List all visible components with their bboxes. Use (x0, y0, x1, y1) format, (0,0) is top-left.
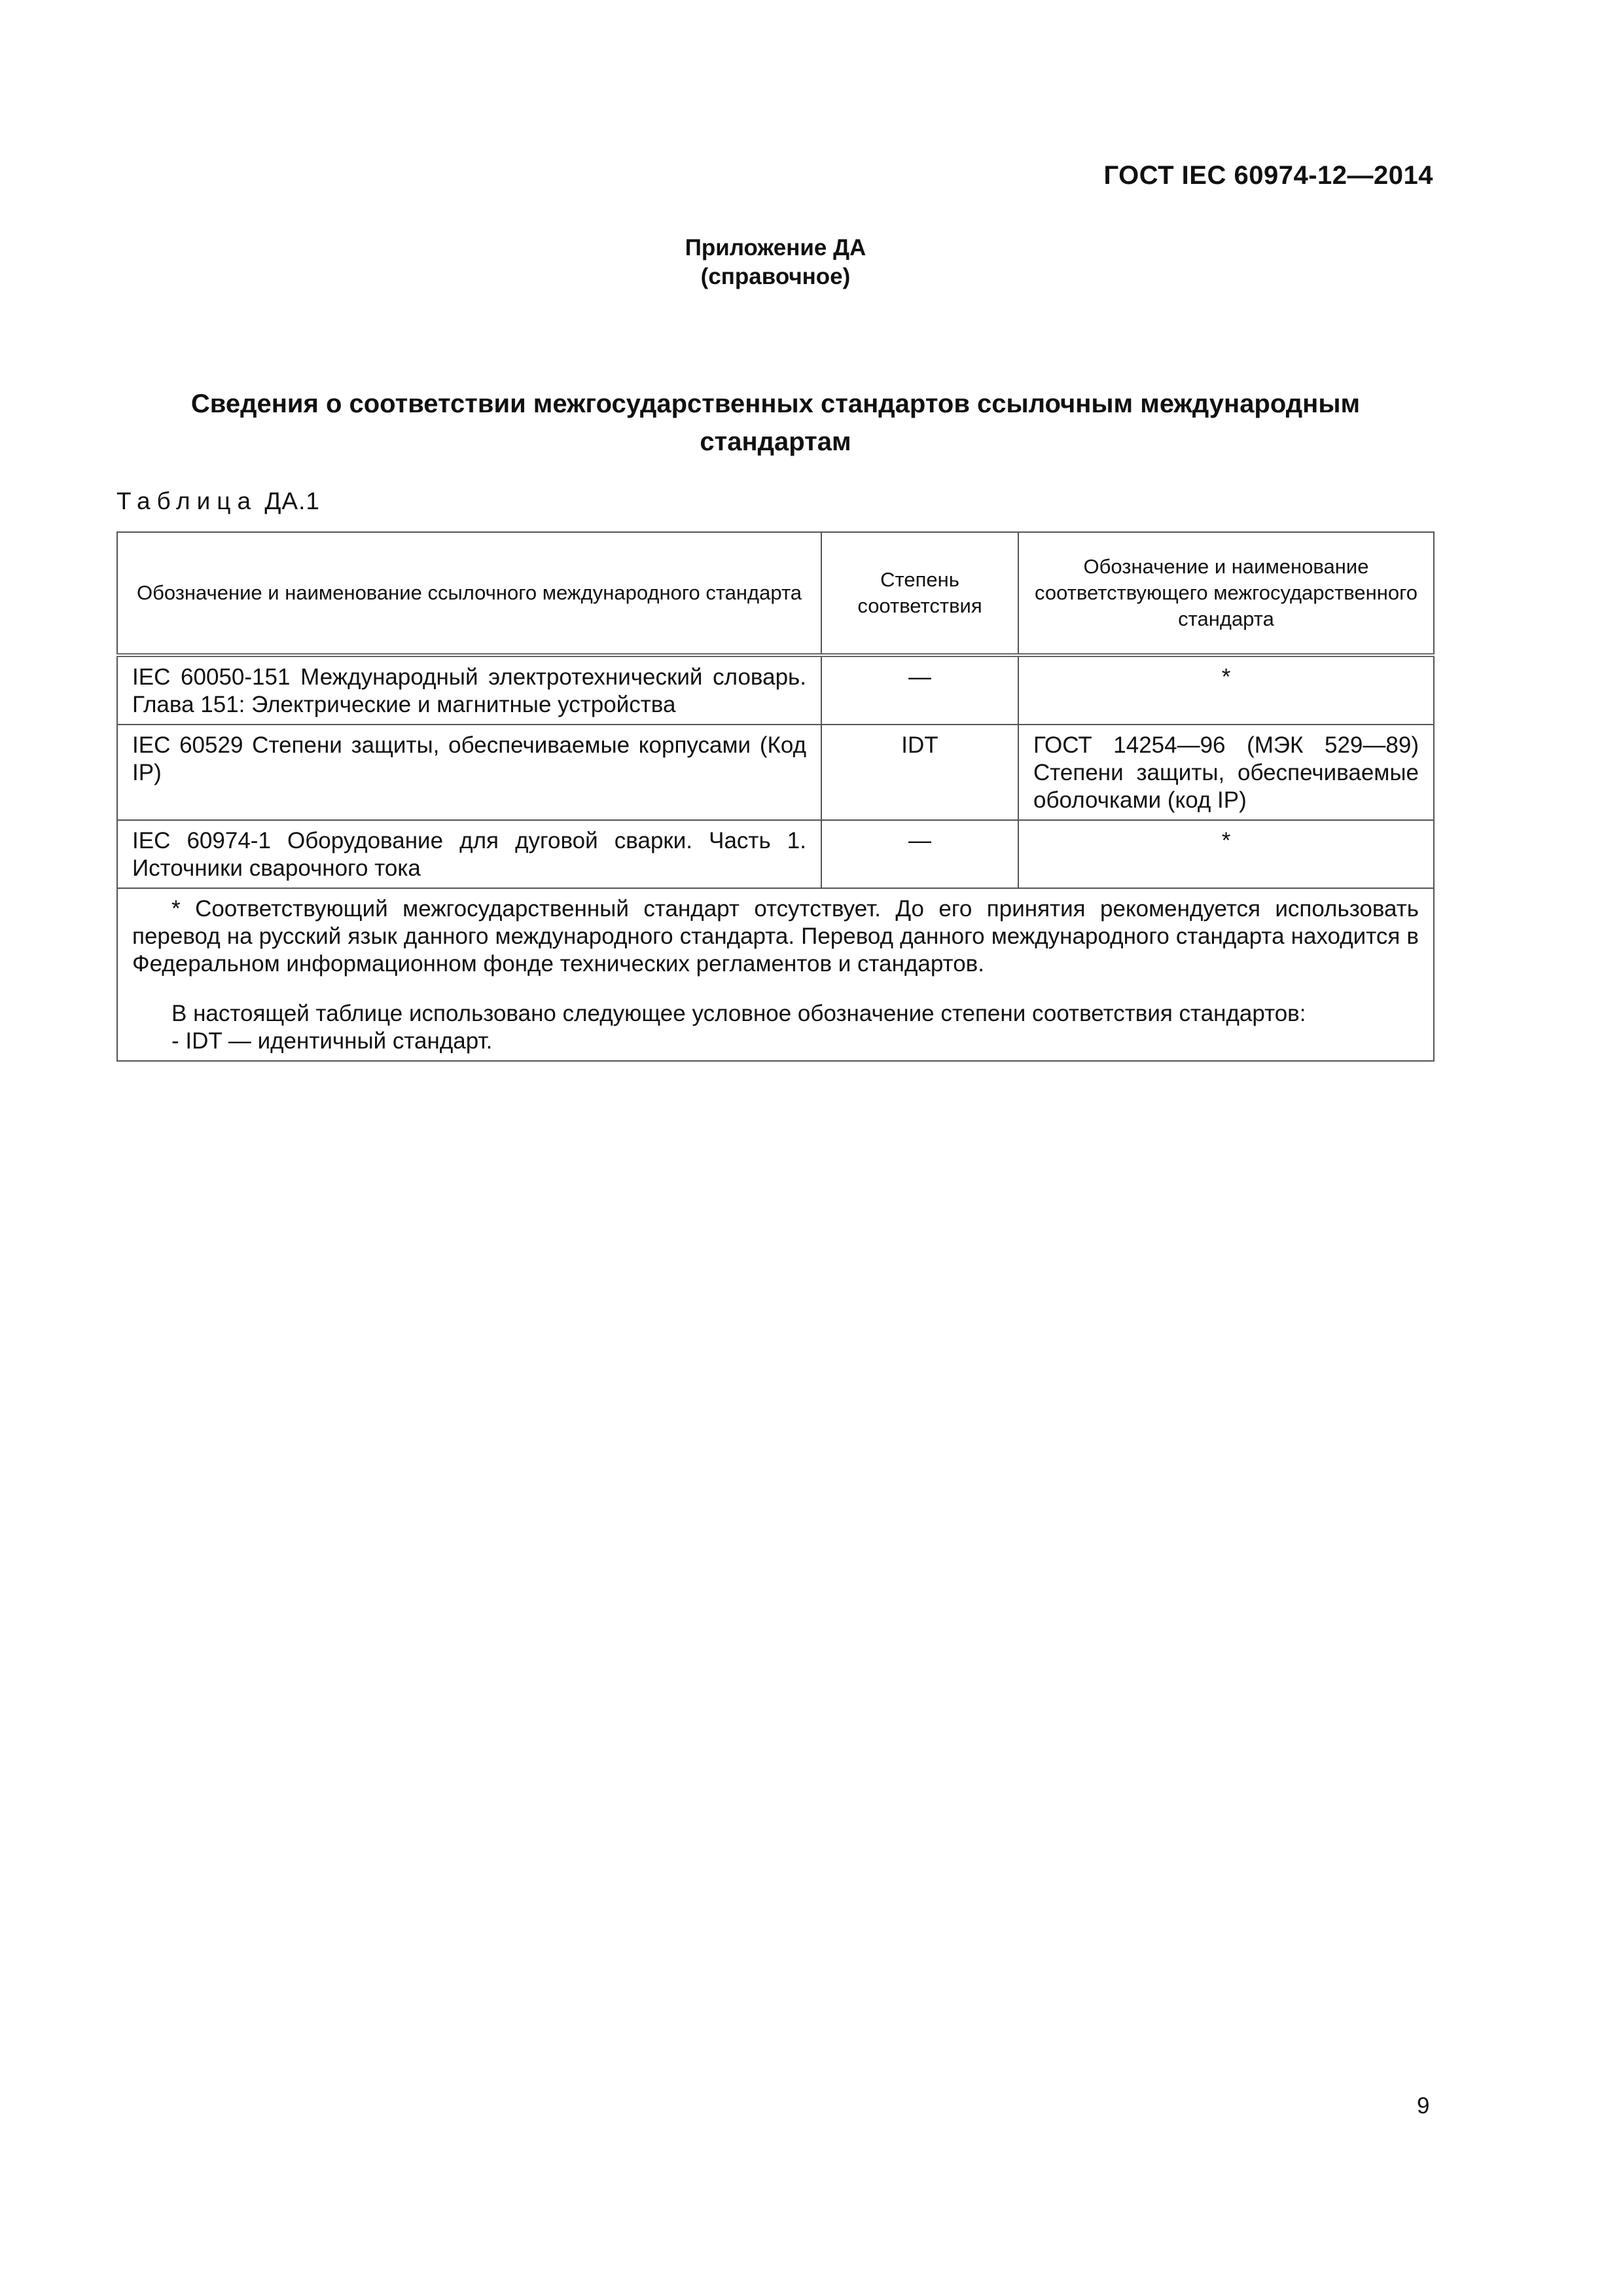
cell-interstate-standard: * (1018, 655, 1434, 725)
cell-degree: — (821, 820, 1018, 888)
table-row (117, 725, 1434, 820)
table-row (117, 820, 1434, 888)
column-header-international: Обозначение и наименование ссылочного международного стандарта (117, 532, 821, 655)
column-header-interstate: Обозначение и наименование соответствующего межгосударственного стандарта (1018, 532, 1434, 655)
cell-international-standard: IEC 60974-1 Оборудование для дуговой сварки. Часть 1. Источники сварочного тока (117, 820, 821, 888)
cell-international-standard: IEC 60050-151 Международный электротехнический словарь. Глава 151: Электрические и магнитные устройства (117, 655, 821, 725)
cell-international-standard: IEC 60529 Степени защиты, обеспечиваемые корпусами (Код IP) (117, 725, 821, 820)
footnote-asterisk-note: * Соответствующий межгосударственный стандарт отсутствует. До его принятия рекомендуется использовать перевод на русский язык данного международного стандарта. Перевод данного международного стандарта находится в Федеральном информационном фонде технических регламентов и стандартов. (132, 896, 1419, 977)
section-heading: Сведения о соответствии межгосударственных стандартов ссылочным международным стандартам (190, 389, 1361, 456)
cell-degree: IDT (821, 725, 1018, 820)
page-number: 9 (1417, 2093, 1430, 2119)
table-caption-word: Таблица (116, 488, 258, 514)
table-header-row (117, 532, 1434, 655)
cell-interstate-standard: * (1018, 820, 1434, 888)
document-code: ГОСТ IEC 60974-12—2014 (1103, 161, 1433, 190)
appendix-kind: (справочное) (700, 264, 851, 289)
appendix-title: Приложение ДА (685, 235, 866, 260)
cell-interstate-standard: ГОСТ 14254—96 (МЭК 529—89) Степени защиты, обеспечиваемые оболочками (код IP) (1018, 725, 1434, 820)
column-header-degree: Степень соответствия (821, 532, 1018, 655)
table-caption (116, 488, 320, 515)
table-caption-number: ДА.1 (264, 488, 320, 514)
footnote-legend-intro: В настоящей таблице использовано следующее условное обозначение степени соответствия стандартов: (171, 1001, 1306, 1026)
cell-degree: — (821, 655, 1018, 725)
footnote-legend-item: - IDT — идентичный стандарт. (171, 1028, 493, 1054)
table-row (117, 655, 1434, 725)
correspondence-table (116, 531, 1435, 1062)
table-footnote (117, 888, 1434, 1061)
table-footnote-row (117, 888, 1434, 1061)
